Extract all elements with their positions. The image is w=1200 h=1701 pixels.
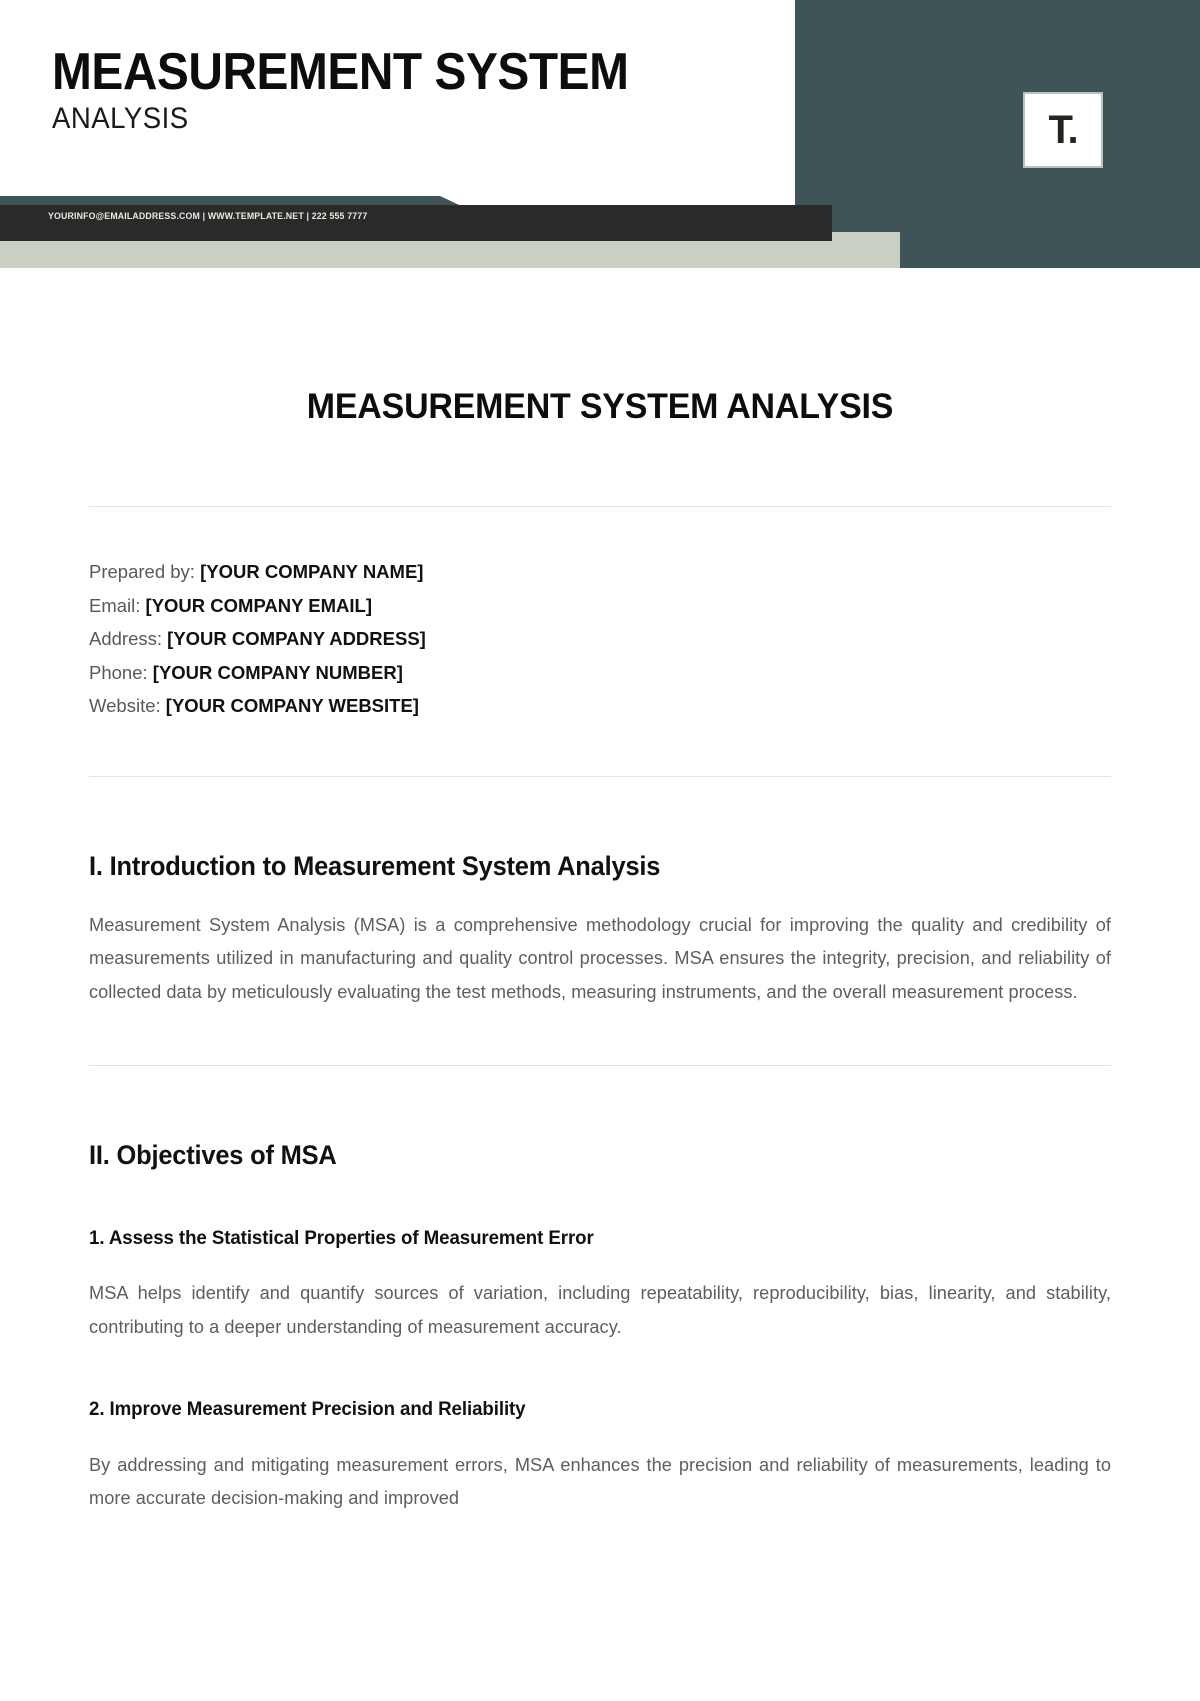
subsection-heading-assess-statistical-properties: 1. Assess the Statistical Properties of Measurement Error	[89, 1226, 594, 1249]
logo-inner-frame	[1028, 97, 1098, 163]
divider-after-introduction	[89, 1065, 1111, 1066]
company-info-block	[89, 555, 1111, 723]
meta-value: [YOUR COMPANY ADDRESS]	[167, 628, 426, 649]
meta-label: Website	[89, 695, 156, 716]
meta-row-phone: Phone: [YOUR COMPANY NUMBER]	[89, 661, 403, 683]
document-body	[0, 386, 1200, 1516]
meta-value: [YOUR COMPANY EMAIL]	[145, 594, 373, 616]
document-header-banner	[0, 0, 1200, 268]
company-logo	[1023, 92, 1103, 168]
section-introduction	[89, 849, 1111, 1010]
meta-row-address: Address: [YOUR COMPANY ADDRESS]	[89, 628, 426, 649]
meta-label: Phone	[89, 661, 143, 683]
divider-top	[89, 506, 1111, 507]
section-objectives	[89, 1138, 1111, 1515]
meta-row-prepared-by: Prepared by: [YOUR COMPANY NAME]	[89, 561, 424, 582]
subsection-body-improve-precision-reliability: By addressing and mitigating measurement errors, MSA enhances the precision and reliability of measurements, leading to more accurate decision-making and improved	[89, 1454, 1111, 1509]
meta-label: Email	[89, 594, 136, 616]
subsection-heading-improve-precision-reliability: 2. Improve Measurement Precision and Reliability	[89, 1398, 526, 1421]
divider-after-company-info	[89, 776, 1111, 777]
header-contact-text: YOURINFO@EMAILADDRESS.COM | WWW.TEMPLATE.NET | 222 555 7777	[48, 211, 368, 222]
header-subtitle: ANALYSIS	[52, 102, 189, 135]
meta-value: [YOUR COMPANY WEBSITE]	[165, 695, 419, 716]
meta-value: [YOUR COMPANY NUMBER]	[152, 661, 403, 683]
section-body-introduction: Measurement System Analysis (MSA) is a comprehensive methodology crucial for improving the quality and credibility of measurements utilized in manufacturing and quality control processes. MSA ensures the integrity, precision, and reliability of collected data by meticulously evaluating the test methods, measuring instruments, and the overall measurement process.	[89, 914, 1111, 1002]
meta-value: [YOUR COMPANY NAME]	[200, 561, 424, 582]
meta-label: Address	[89, 628, 157, 649]
section-heading-introduction: I. Introduction to Measurement System Analysis	[89, 850, 661, 881]
meta-label: Prepared by	[89, 561, 190, 582]
subsection-body-assess-statistical-properties: MSA helps identify and quantify sources of variation, including repeatability, reproducibility, bias, linearity, and stability, contributing to a deeper understanding of measurement accuracy.	[89, 1283, 1111, 1337]
header-title: MEASUREMENT SYSTEM	[52, 43, 629, 101]
meta-row-website: Website: [YOUR COMPANY WEBSITE]	[89, 695, 419, 716]
page-title: MEASUREMENT SYSTEM ANALYSIS	[306, 387, 894, 426]
logo-t-icon: T.	[1048, 108, 1078, 152]
meta-row-email: Email: [YOUR COMPANY EMAIL]	[89, 594, 373, 616]
section-heading-objectives: II. Objectives of MSA	[89, 1140, 337, 1171]
